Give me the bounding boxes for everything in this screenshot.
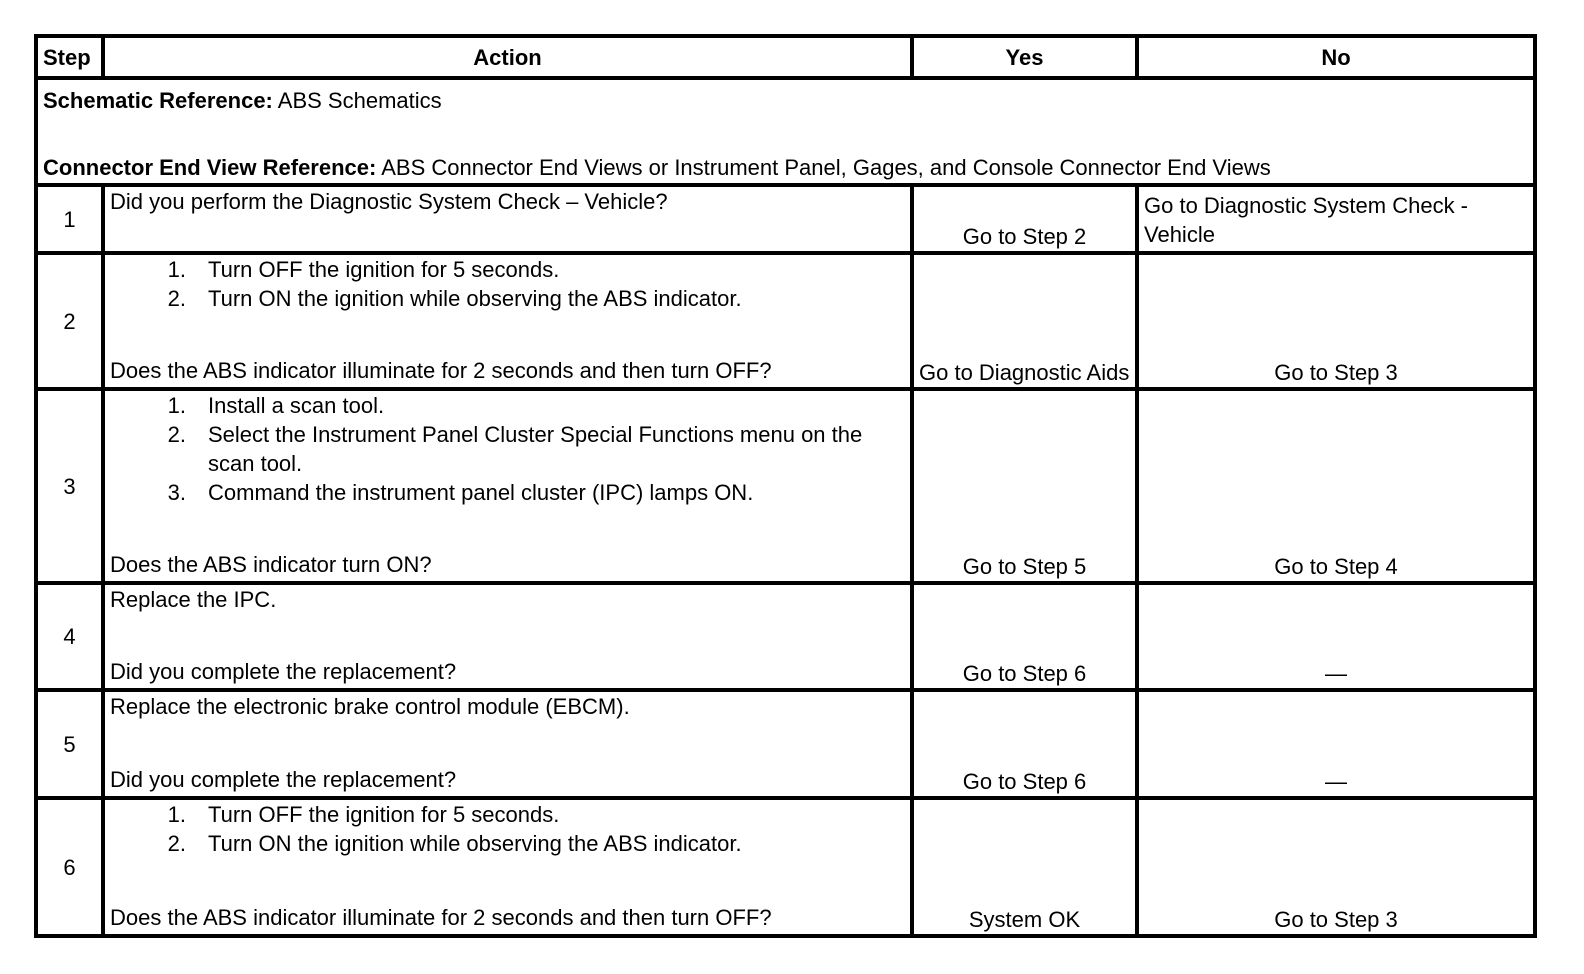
connector-reference-value: ABS Connector End Views or Instrument Panel, Gages, and Console Connector End Views — [376, 155, 1271, 180]
action-cell — [103, 690, 912, 798]
list-number: 1. — [167, 257, 186, 282]
question-text: Does the ABS indicator illuminate for 2 seconds and then turn OFF? — [110, 358, 772, 383]
list-text: Select the Instrument Panel Cluster Special Functions menu on the scan tool. — [208, 422, 863, 476]
header-row — [36, 36, 1535, 78]
step-number: 5 — [36, 690, 103, 798]
list-number: 3. — [167, 480, 186, 505]
action-text: Did you perform the Diagnostic System Check – Vehicle? — [110, 189, 668, 214]
step-number: 3 — [36, 389, 103, 583]
list-item — [110, 420, 905, 478]
list-text: Turn OFF the ignition for 5 seconds. — [208, 802, 560, 827]
step-number: 1 — [36, 185, 103, 253]
reference-cell — [36, 78, 1535, 185]
yes-cell: Go to Step 6 — [912, 690, 1137, 798]
table-row — [36, 253, 1535, 389]
table-row — [36, 690, 1535, 798]
list-item — [110, 255, 905, 284]
step-number: 6 — [36, 798, 103, 936]
no-cell: — — [1137, 583, 1535, 690]
no-cell: Go to Step 3 — [1137, 798, 1535, 936]
yes-cell: Go to Step 2 — [912, 185, 1137, 253]
header-yes: Yes — [912, 36, 1137, 78]
action-cell — [103, 798, 912, 936]
yes-cell: Go to Step 5 — [912, 389, 1137, 583]
table-row — [36, 389, 1535, 583]
step-number: 4 — [36, 583, 103, 690]
list-item — [110, 829, 905, 858]
yes-cell: Go to Diagnostic Aids — [912, 253, 1137, 389]
procedure-list — [110, 800, 905, 858]
no-cell: Go to Diagnostic System Check - Vehicle — [1137, 185, 1535, 253]
action-cell — [103, 583, 912, 690]
procedure-list — [110, 391, 905, 507]
reference-row — [36, 78, 1535, 185]
list-number: 2. — [167, 831, 186, 856]
header-no: No — [1137, 36, 1535, 78]
list-text: Turn OFF the ignition for 5 seconds. — [208, 257, 560, 282]
action-cell — [103, 253, 912, 389]
list-text: Turn ON the ignition while observing the ABS indicator. — [208, 286, 742, 311]
connector-reference — [43, 153, 1528, 182]
question-text: Did you complete the replacement? — [110, 767, 457, 792]
list-text: Install a scan tool. — [208, 393, 385, 418]
schematic-reference-label: Schematic Reference: — [43, 88, 273, 113]
list-text: Command the instrument panel cluster (IPC) lamps ON. — [208, 480, 754, 505]
yes-cell: System OK — [912, 798, 1137, 936]
diagnostic-table — [34, 34, 1537, 938]
connector-reference-label: Connector End View Reference: — [43, 155, 377, 180]
step-number: 2 — [36, 253, 103, 389]
no-cell: Go to Step 4 — [1137, 389, 1535, 583]
table-row — [36, 185, 1535, 253]
action-cell — [103, 389, 912, 583]
list-item — [110, 391, 905, 420]
yes-cell: Go to Step 6 — [912, 583, 1137, 690]
question-text: Does the ABS indicator turn ON? — [110, 552, 432, 577]
list-item — [110, 478, 905, 507]
no-cell: — — [1137, 690, 1535, 798]
schematic-reference — [43, 86, 1528, 115]
header-step: Step — [36, 36, 103, 78]
list-item — [110, 800, 905, 829]
list-number: 2. — [167, 422, 186, 447]
list-number: 1. — [167, 393, 186, 418]
procedure-list — [110, 255, 905, 313]
action-cell — [103, 185, 912, 253]
header-action: Action — [103, 36, 912, 78]
list-number: 1. — [167, 802, 186, 827]
question-text: Did you complete the replacement? — [110, 659, 457, 684]
action-text: Replace the IPC. — [110, 587, 277, 612]
no-cell: Go to Step 3 — [1137, 253, 1535, 389]
list-text: Turn ON the ignition while observing the ABS indicator. — [208, 831, 742, 856]
table-row — [36, 583, 1535, 690]
list-item — [110, 284, 905, 313]
schematic-reference-value: ABS Schematics — [272, 88, 442, 113]
table-row — [36, 798, 1535, 936]
action-text: Replace the electronic brake control module (EBCM). — [110, 694, 630, 719]
question-text: Does the ABS indicator illuminate for 2 seconds and then turn OFF? — [110, 905, 772, 930]
list-number: 2. — [167, 286, 186, 311]
